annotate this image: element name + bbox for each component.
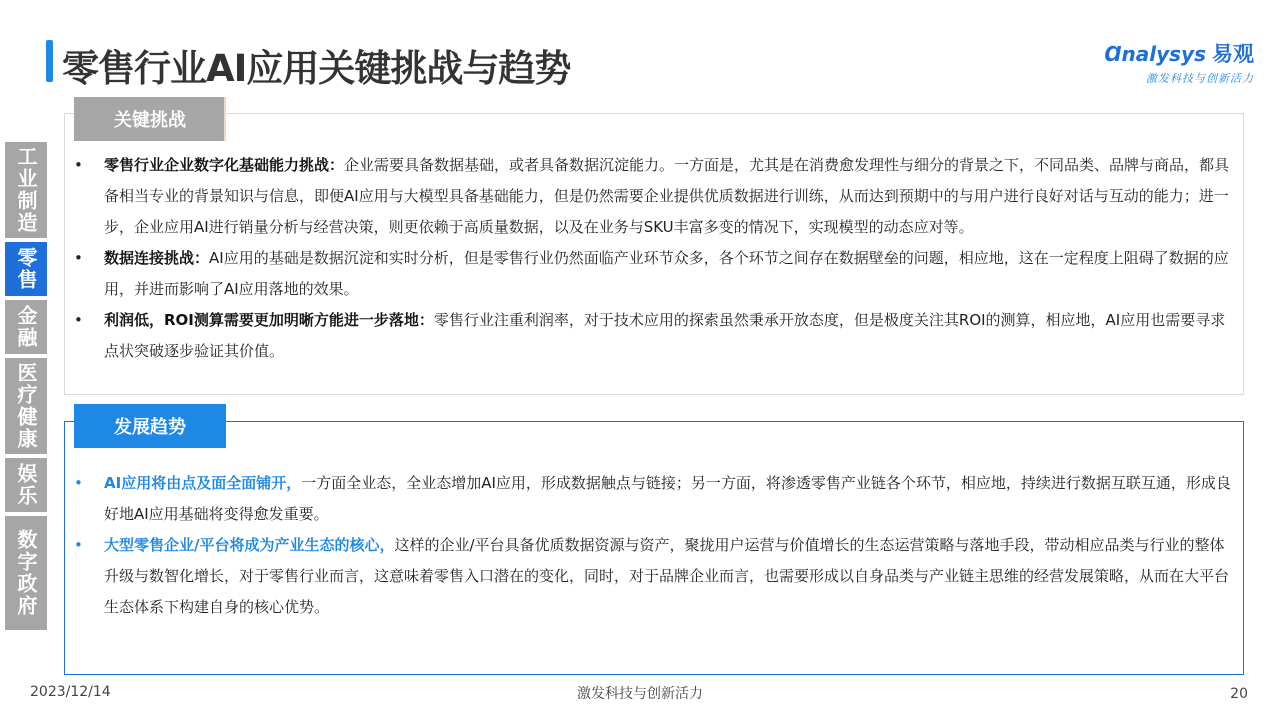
footer-slogan: 激发科技与创新活力 <box>577 686 703 702</box>
challenges-list <box>74 150 1234 367</box>
side-nav-item-finance[interactable] <box>5 300 47 354</box>
list-item <box>74 243 1234 305</box>
bullet-lead: 零售行业企业数字化基础能力挑战： <box>104 156 345 174</box>
footer-date: 2023/12/14 <box>30 684 111 700</box>
challenges-heading: 关键挑战 <box>74 97 226 141</box>
bullet-lead: 利润低，ROI测算需要更加明晰方能进一步落地： <box>104 311 434 329</box>
logo-brand-cn: 易观 <box>1212 42 1254 66</box>
title-accent-bar <box>46 40 53 82</box>
side-nav-label: 娱乐 <box>14 463 38 507</box>
side-nav-label: 工业制造 <box>14 146 38 234</box>
side-nav-item-manufacturing[interactable] <box>5 142 47 238</box>
bullet-text: 一方面全业态，全业态增加AI应用，形成数据触点与链接；另一方面，将渗透零售产业链各个环节，相应地，持续进行数据互联互通，形成良好地AI应用基础将变得愈发重要。 <box>104 474 1231 523</box>
industry-side-nav <box>5 142 47 634</box>
side-nav-label: 医疗健康 <box>14 362 38 450</box>
logo-slogan: 激发科技与创新活力 <box>1146 72 1254 85</box>
challenges-heading-shadow <box>224 97 226 141</box>
bullet-lead: 数据连接挑战： <box>104 249 210 267</box>
side-nav-label: 数字政府 <box>14 529 38 617</box>
logo-wordmark <box>1104 38 1254 68</box>
page-number: 20 <box>1230 686 1248 702</box>
list-item <box>74 530 1234 623</box>
bullet-text: AI应用的基础是数据沉淀和实时分析，但是零售行业仍然面临产业环节众多，各个环节之间存在数据壁垒的问题，相应地，这在一定程度上阻碍了数据的应用，并进而影响了AI应用落地的效果。 <box>104 249 1229 298</box>
side-nav-label: 金融 <box>14 305 38 349</box>
logo-brand-en: Ɑnalysys <box>1104 42 1206 66</box>
side-nav-item-digital-government[interactable] <box>5 516 47 630</box>
brand-logo <box>1104 38 1254 86</box>
trends-heading: 发展趋势 <box>74 404 226 448</box>
list-item <box>74 305 1234 367</box>
list-item <box>74 150 1234 243</box>
side-nav-item-entertainment[interactable] <box>5 458 47 512</box>
side-nav-item-retail[interactable] <box>5 242 47 296</box>
bullet-text: 企业需要具备数据基础，或者具备数据沉淀能力。一方面是，尤其是在消费愈发理性与细分的背景之下，不同品类、品牌与商品，都具备相当专业的背景知识与信息，即便AI应用与大模型具备基础能力，但是仍然需要企业提供优质数据进行训练，从而达到预期中的与用户进行良好对话与互动的能力；进一步，企业应用AI进行销量分析与经营决策，则更依赖于高质量数据，以及在业务与SKU丰富多变的情况下，实现模型的动态应对等。 <box>104 156 1230 236</box>
side-nav-label: 零售 <box>14 247 38 291</box>
bullet-lead: 大型零售企业/平台将成为产业生态的核心， <box>104 536 395 554</box>
bullet-text: 零售行业注重利润率，对于技术应用的探索虽然秉承开放态度，但是极度关注其ROI的测算，相应地，AI应用也需要寻求点状突破逐步验证其价值。 <box>104 311 1226 360</box>
side-nav-item-healthcare[interactable] <box>5 358 47 454</box>
trends-list <box>74 468 1234 623</box>
list-item <box>74 468 1234 530</box>
page-title: 零售行业AI应用关键挑战与趋势 <box>62 47 571 90</box>
bullet-lead: AI应用将由点及面全面铺开， <box>104 474 302 492</box>
bullet-text: 这样的企业/平台具备优质数据资源与资产，聚拢用户运营与价值增长的生态运营策略与落地手段，带动相应品类与行业的整体升级与数智化增长，对于零售行业而言，这意味着零售入口潜在的变化，同时，对于品牌企业而言，也需要形成以自身品类与产业链主思维的经营发展策略，从而在大平台生态体系下构建自身的核心优势。 <box>104 536 1230 616</box>
